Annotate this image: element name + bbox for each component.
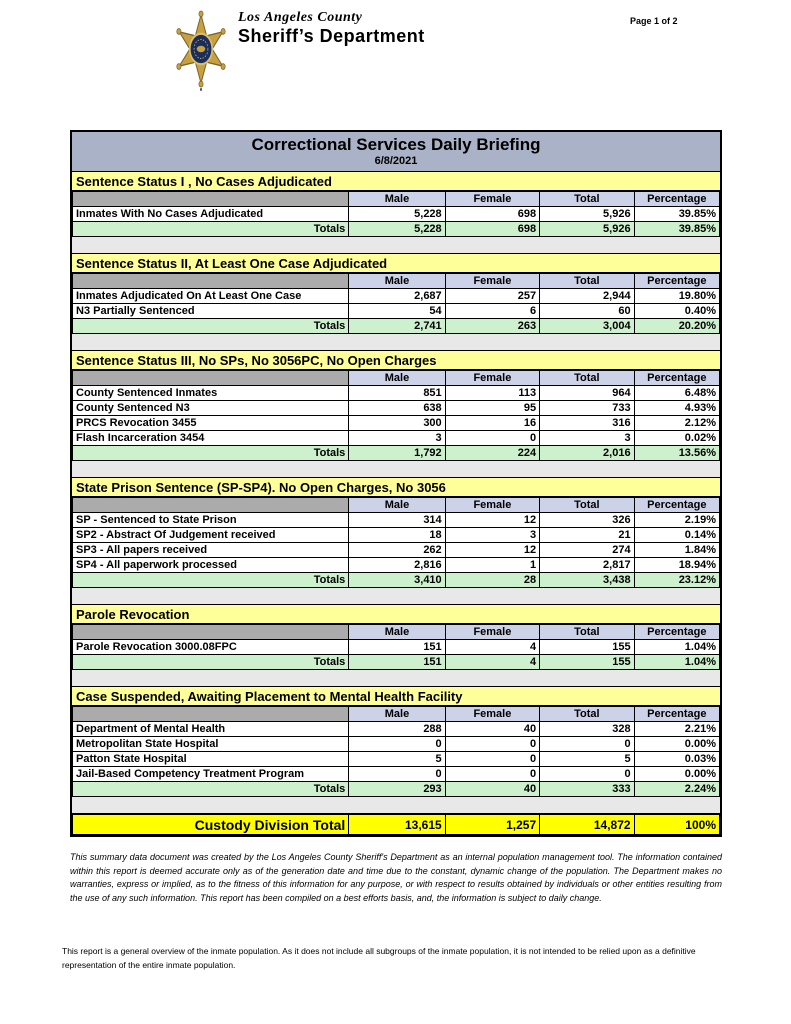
row-female-value: 113 bbox=[445, 386, 539, 401]
row-percentage-value: 39.85% bbox=[634, 207, 719, 222]
section-table bbox=[72, 706, 720, 797]
section-title: Sentence Status III, No SPs, No 3056PC, No Open Charges bbox=[72, 351, 720, 370]
table-row bbox=[73, 513, 720, 528]
row-male-value: 5 bbox=[349, 752, 445, 767]
agency-county-label: Los Angeles County bbox=[238, 10, 363, 25]
row-percentage-value: 6.48% bbox=[634, 386, 719, 401]
totals-label: Totals bbox=[73, 655, 349, 670]
row-female-value: 3 bbox=[445, 528, 539, 543]
row-label: N3 Partially Sentenced bbox=[73, 304, 349, 319]
totals-male-value: 3,410 bbox=[349, 573, 445, 588]
row-percentage-value: 4.93% bbox=[634, 401, 719, 416]
table-row bbox=[73, 289, 720, 304]
totals-total-value: 333 bbox=[540, 782, 634, 797]
totals-total-value: 2,016 bbox=[540, 446, 634, 461]
row-male-value: 54 bbox=[349, 304, 445, 319]
totals-female-value: 40 bbox=[445, 782, 539, 797]
row-male-value: 18 bbox=[349, 528, 445, 543]
table-row bbox=[73, 640, 720, 655]
section-table bbox=[72, 273, 720, 334]
column-header-total: Total bbox=[540, 498, 634, 513]
totals-male-value: 2,741 bbox=[349, 319, 445, 334]
section-6 bbox=[72, 687, 720, 814]
totals-percentage-value: 1.04% bbox=[634, 655, 719, 670]
totals-row bbox=[73, 655, 720, 670]
totals-female-value: 28 bbox=[445, 573, 539, 588]
column-header-percentage: Percentage bbox=[634, 371, 719, 386]
column-header-percentage: Percentage bbox=[634, 274, 719, 289]
totals-label: Totals bbox=[73, 319, 349, 334]
column-header-row bbox=[73, 625, 720, 640]
column-header-percentage: Percentage bbox=[634, 625, 719, 640]
row-male-value: 288 bbox=[349, 722, 445, 737]
column-header-total: Total bbox=[540, 371, 634, 386]
table-row bbox=[73, 386, 720, 401]
table-row bbox=[73, 752, 720, 767]
column-header-spacer bbox=[73, 192, 349, 207]
totals-female-value: 263 bbox=[445, 319, 539, 334]
row-percentage-value: 18.94% bbox=[634, 558, 719, 573]
section-table bbox=[72, 191, 720, 237]
row-percentage-value: 0.02% bbox=[634, 431, 719, 446]
row-percentage-value: 0.40% bbox=[634, 304, 719, 319]
row-label: SP3 - All papers received bbox=[73, 543, 349, 558]
row-label: SP4 - All paperwork processed bbox=[73, 558, 349, 573]
row-female-value: 257 bbox=[445, 289, 539, 304]
section-4 bbox=[72, 478, 720, 605]
column-header-male: Male bbox=[349, 498, 445, 513]
row-total-value: 5 bbox=[540, 752, 634, 767]
row-female-value: 6 bbox=[445, 304, 539, 319]
totals-row bbox=[73, 319, 720, 334]
row-male-value: 262 bbox=[349, 543, 445, 558]
row-female-value: 12 bbox=[445, 513, 539, 528]
totals-row bbox=[73, 446, 720, 461]
totals-male-value: 5,228 bbox=[349, 222, 445, 237]
section-spacer bbox=[72, 670, 720, 687]
row-total-value: 733 bbox=[540, 401, 634, 416]
row-label: Patton State Hospital bbox=[73, 752, 349, 767]
row-label: Parole Revocation 3000.08FPC bbox=[73, 640, 349, 655]
totals-row bbox=[73, 782, 720, 797]
table-row bbox=[73, 722, 720, 737]
row-total-value: 5,926 bbox=[540, 207, 634, 222]
row-total-value: 328 bbox=[540, 722, 634, 737]
row-male-value: 2,816 bbox=[349, 558, 445, 573]
totals-female-value: 4 bbox=[445, 655, 539, 670]
column-header-spacer bbox=[73, 371, 349, 386]
row-female-value: 16 bbox=[445, 416, 539, 431]
row-male-value: 151 bbox=[349, 640, 445, 655]
totals-total-value: 155 bbox=[540, 655, 634, 670]
report-body bbox=[70, 130, 722, 837]
row-label: Inmates Adjudicated On At Least One Case bbox=[73, 289, 349, 304]
row-label: County Sentenced N3 bbox=[73, 401, 349, 416]
totals-label: Totals bbox=[73, 446, 349, 461]
column-header-female: Female bbox=[445, 192, 539, 207]
row-total-value: 60 bbox=[540, 304, 634, 319]
row-total-value: 0 bbox=[540, 737, 634, 752]
column-header-female: Female bbox=[445, 498, 539, 513]
column-header-percentage: Percentage bbox=[634, 498, 719, 513]
totals-percentage-value: 39.85% bbox=[634, 222, 719, 237]
row-label: Jail-Based Competency Treatment Program bbox=[73, 767, 349, 782]
agency-department-label: Sheriff’s Department bbox=[238, 26, 425, 46]
row-total-value: 316 bbox=[540, 416, 634, 431]
grand-total-percentage-value: 100% bbox=[634, 815, 719, 835]
totals-label: Totals bbox=[73, 782, 349, 797]
totals-percentage-value: 2.24% bbox=[634, 782, 719, 797]
column-header-spacer bbox=[73, 498, 349, 513]
column-header-female: Female bbox=[445, 274, 539, 289]
row-label: Inmates With No Cases Adjudicated bbox=[73, 207, 349, 222]
section-table bbox=[72, 370, 720, 461]
row-male-value: 0 bbox=[349, 767, 445, 782]
column-header-spacer bbox=[73, 707, 349, 722]
column-header-row bbox=[73, 192, 720, 207]
column-header-percentage: Percentage bbox=[634, 707, 719, 722]
totals-percentage-value: 20.20% bbox=[634, 319, 719, 334]
section-title: Sentence Status I , No Cases Adjudicated bbox=[72, 172, 720, 191]
row-percentage-value: 1.84% bbox=[634, 543, 719, 558]
row-female-value: 95 bbox=[445, 401, 539, 416]
totals-female-value: 698 bbox=[445, 222, 539, 237]
table-row bbox=[73, 767, 720, 782]
column-header-female: Female bbox=[445, 707, 539, 722]
section-1 bbox=[72, 172, 720, 254]
row-label: SP2 - Abstract Of Judgement received bbox=[73, 528, 349, 543]
row-percentage-value: 2.19% bbox=[634, 513, 719, 528]
custody-division-total-row bbox=[73, 815, 720, 835]
row-male-value: 2,687 bbox=[349, 289, 445, 304]
section-2 bbox=[72, 254, 720, 351]
totals-male-value: 293 bbox=[349, 782, 445, 797]
grand-total-female-value: 1,257 bbox=[445, 815, 539, 835]
row-percentage-value: 2.21% bbox=[634, 722, 719, 737]
sections-container bbox=[72, 172, 720, 814]
column-header-row bbox=[73, 274, 720, 289]
section-title: Case Suspended, Awaiting Placement to Mental Health Facility bbox=[72, 687, 720, 706]
totals-total-value: 5,926 bbox=[540, 222, 634, 237]
row-female-value: 40 bbox=[445, 722, 539, 737]
column-header-male: Male bbox=[349, 274, 445, 289]
row-percentage-value: 0.14% bbox=[634, 528, 719, 543]
column-header-row bbox=[73, 498, 720, 513]
row-total-value: 274 bbox=[540, 543, 634, 558]
row-male-value: 0 bbox=[349, 737, 445, 752]
column-header-female: Female bbox=[445, 371, 539, 386]
totals-label: Totals bbox=[73, 222, 349, 237]
disclaimer-text: This summary data document was created by the Los Angeles County Sheriff's Department as an internal population management tool. The information contained within this report is deemed accurate only as of the generation date and time due to the constant, dynamic change of the population. The Department makes no warranties, express or implied, as to the fitness of this information for any purpose, or with respect to results obtained by individuals or other entities resulting from the use of any such information. This report has been compiled on a best efforts basis, and, the information is subject to daily change. bbox=[70, 852, 722, 903]
totals-percentage-value: 23.12% bbox=[634, 573, 719, 588]
table-row bbox=[73, 416, 720, 431]
table-row bbox=[73, 431, 720, 446]
totals-row bbox=[73, 222, 720, 237]
totals-row bbox=[73, 573, 720, 588]
totals-total-value: 3,004 bbox=[540, 319, 634, 334]
row-female-value: 0 bbox=[445, 767, 539, 782]
letterhead bbox=[0, 0, 791, 130]
column-header-male: Male bbox=[349, 707, 445, 722]
row-label: Metropolitan State Hospital bbox=[73, 737, 349, 752]
section-3 bbox=[72, 351, 720, 478]
totals-label: Totals bbox=[73, 573, 349, 588]
custody-division-total-table bbox=[72, 814, 720, 835]
row-male-value: 314 bbox=[349, 513, 445, 528]
row-percentage-value: 0.00% bbox=[634, 737, 719, 752]
grand-total-male-value: 13,615 bbox=[349, 815, 445, 835]
row-percentage-value: 0.03% bbox=[634, 752, 719, 767]
totals-male-value: 151 bbox=[349, 655, 445, 670]
table-row bbox=[73, 737, 720, 752]
totals-female-value: 224 bbox=[445, 446, 539, 461]
row-female-value: 4 bbox=[445, 640, 539, 655]
table-row bbox=[73, 304, 720, 319]
column-header-male: Male bbox=[349, 371, 445, 386]
row-total-value: 964 bbox=[540, 386, 634, 401]
row-male-value: 5,228 bbox=[349, 207, 445, 222]
column-header-total: Total bbox=[540, 625, 634, 640]
row-female-value: 12 bbox=[445, 543, 539, 558]
section-spacer bbox=[72, 797, 720, 814]
row-male-value: 300 bbox=[349, 416, 445, 431]
row-percentage-value: 1.04% bbox=[634, 640, 719, 655]
totals-male-value: 1,792 bbox=[349, 446, 445, 461]
row-male-value: 638 bbox=[349, 401, 445, 416]
row-total-value: 0 bbox=[540, 767, 634, 782]
row-label: PRCS Revocation 3455 bbox=[73, 416, 349, 431]
row-female-value: 698 bbox=[445, 207, 539, 222]
column-header-total: Total bbox=[540, 274, 634, 289]
row-female-value: 0 bbox=[445, 431, 539, 446]
column-header-male: Male bbox=[349, 625, 445, 640]
row-percentage-value: 19.80% bbox=[634, 289, 719, 304]
row-female-value: 0 bbox=[445, 737, 539, 752]
section-spacer bbox=[72, 588, 720, 605]
section-5 bbox=[72, 605, 720, 687]
column-header-row bbox=[73, 707, 720, 722]
column-header-male: Male bbox=[349, 192, 445, 207]
column-header-spacer bbox=[73, 274, 349, 289]
footnote-text: This report is a general overview of the inmate population. As it does not include all subgroups of the inmate population, it is not intended to be relied upon as a definitive representation of the entire inmate population. bbox=[62, 946, 696, 970]
table-row bbox=[73, 528, 720, 543]
row-female-value: 0 bbox=[445, 752, 539, 767]
row-label: Flash Incarceration 3454 bbox=[73, 431, 349, 446]
page-number-label: Page 1 of 2 bbox=[630, 16, 678, 26]
agency-block bbox=[238, 10, 425, 47]
grand-total-label: Custody Division Total bbox=[73, 815, 349, 835]
table-row bbox=[73, 207, 720, 222]
report-title-banner bbox=[72, 132, 720, 172]
row-total-value: 155 bbox=[540, 640, 634, 655]
report-date: 6/8/2021 bbox=[374, 155, 418, 167]
section-spacer bbox=[72, 237, 720, 254]
table-row bbox=[73, 543, 720, 558]
row-total-value: 21 bbox=[540, 528, 634, 543]
row-male-value: 3 bbox=[349, 431, 445, 446]
section-title: Parole Revocation bbox=[72, 605, 720, 624]
row-percentage-value: 0.00% bbox=[634, 767, 719, 782]
row-total-value: 3 bbox=[540, 431, 634, 446]
section-spacer bbox=[72, 334, 720, 351]
section-title: Sentence Status II, At Least One Case Adjudicated bbox=[72, 254, 720, 273]
section-spacer bbox=[72, 461, 720, 478]
row-label: County Sentenced Inmates bbox=[73, 386, 349, 401]
totals-total-value: 3,438 bbox=[540, 573, 634, 588]
section-table bbox=[72, 624, 720, 670]
report-title: Correctional Services Daily Briefing bbox=[251, 135, 541, 154]
sheriff-star-badge-icon bbox=[168, 4, 234, 94]
column-header-total: Total bbox=[540, 707, 634, 722]
row-label: Department of Mental Health bbox=[73, 722, 349, 737]
section-title: State Prison Sentence (SP-SP4). No Open Charges, No 3056 bbox=[72, 478, 720, 497]
column-header-female: Female bbox=[445, 625, 539, 640]
row-female-value: 1 bbox=[445, 558, 539, 573]
totals-percentage-value: 13.56% bbox=[634, 446, 719, 461]
row-total-value: 2,817 bbox=[540, 558, 634, 573]
column-header-row bbox=[73, 371, 720, 386]
row-percentage-value: 2.12% bbox=[634, 416, 719, 431]
table-row bbox=[73, 558, 720, 573]
column-header-total: Total bbox=[540, 192, 634, 207]
grand-total-total-value: 14,872 bbox=[540, 815, 634, 835]
section-table bbox=[72, 497, 720, 588]
column-header-percentage: Percentage bbox=[634, 192, 719, 207]
table-row bbox=[73, 401, 720, 416]
row-male-value: 851 bbox=[349, 386, 445, 401]
column-header-spacer bbox=[73, 625, 349, 640]
row-total-value: 2,944 bbox=[540, 289, 634, 304]
row-total-value: 326 bbox=[540, 513, 634, 528]
row-label: SP - Sentenced to State Prison bbox=[73, 513, 349, 528]
